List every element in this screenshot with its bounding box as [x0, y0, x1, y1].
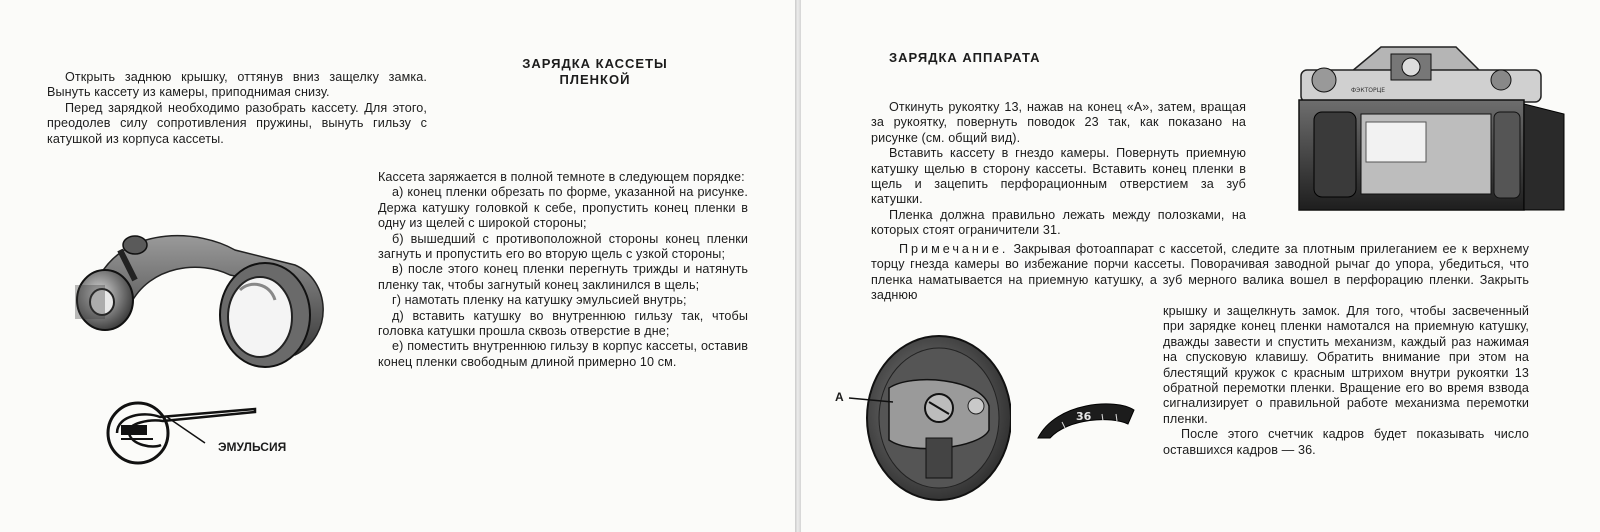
title-line-2: ПЛЕНКОЙ	[559, 72, 631, 87]
left-page	[0, 0, 795, 532]
paragraph-counter: После этого счетчик кадров будет показывать число оставшихся кадров — 36.	[1163, 427, 1529, 457]
note-text-wide: Закрывая фотоаппарат с кассетой, следите за плотным прилеганием ее к верхнему торцу гнезда камеры во избежание порчи кассеты. Поворачивая заводной рычаг до упора, убедиться, что пленка наматывается на приемную катушку, а зуб мерного валика вошел в перфорацию пленки. Закрыть заднюю	[871, 242, 1529, 303]
step-item: а) конец пленки обрезать по форме, указанной на рисунке. Держа катушку головкой к себе, пропустить конец пленки в одну из щелей с широкой стороны;	[378, 185, 748, 231]
left-page-title	[500, 56, 690, 88]
frame-counter-illustration	[1036, 392, 1136, 440]
film-spool-illustration	[60, 205, 350, 375]
paragraph-insert-cassette: Вставить кассету в гнездо камеры. Повернуть приемную катушку щелью в сторону кассеты. Вставить конец пленки в щель и зацепить перфорационным отверстием за зуб катушки.	[871, 146, 1246, 207]
paragraph-open-cover: Открыть заднюю крышку, оттянув вниз защелку замка. Вынуть кассету из камеры, приподнимая снизу.	[47, 70, 427, 100]
intro-text-block	[47, 70, 427, 147]
paragraph-film-position: Пленка должна правильно лежать между полозками, на которых стоят ограничители 31.	[871, 207, 1246, 238]
note-narrow-block	[1163, 304, 1529, 458]
loading-steps-block	[378, 170, 748, 370]
paragraph-disassemble: Перед зарядкой необходимо разобрать кассету. Для этого, преодолев силу сопротивления пружины, вынуть гильзу с катушкой из корпуса кассеты.	[47, 100, 427, 146]
step-item: д) вставить катушку во внутреннюю гильзу так, чтобы головка катушки прошла сквозь отверстие в дне;	[378, 308, 748, 339]
step-item: б) вышедший с противоположной стороны конец пленки загнуть и пропустить его во вторую щель с узкой стороны;	[378, 231, 748, 262]
right-page-title: ЗАРЯДКА АППАРАТА	[889, 50, 1041, 65]
camera-back-illustration	[1296, 42, 1566, 214]
camera-loading-block	[871, 100, 1246, 239]
note-label: Примечание.	[899, 242, 1009, 256]
emulsion-diagram	[105, 393, 305, 473]
rewind-knob-illustration	[831, 318, 1011, 528]
step-item: е) поместить внутреннюю гильзу в корпус кассеты, оставив конец пленки свободным длиной примерно 10 см.	[378, 339, 748, 369]
paragraph-handle: Откинуть рукоятку 13, нажав на конец «А», затем, вращая за рукоятку, повернуть поводок 23 так, как показано на рисунке (см. общий вид).	[871, 100, 1246, 145]
knob-label-a: А	[835, 390, 844, 404]
camera-brand-text: ФЭКТОРЦЕ	[1351, 87, 1386, 94]
title-line-1: ЗАРЯДКА КАССЕТЫ	[522, 56, 668, 71]
emulsion-label: ЭМУЛЬСИЯ	[218, 440, 287, 454]
step-item: в) после этого конец пленки перегнуть трижды и натянуть пленку так, чтобы загнутый конец заклинился в щель;	[378, 262, 748, 292]
step-item: г) намотать пленку на катушку эмульсией внутрь;	[392, 293, 687, 308]
steps-intro: Кассета заряжается в полной темноте в следующем порядке:	[378, 170, 745, 184]
counter-number: 36	[1076, 410, 1092, 423]
note-text-narrow: крышку и защелкнуть замок. Для того, чтобы засвеченный при зарядке конец пленки намотался на приемную катушку, дважды завести и спустить механизм, каждый раз нажимая на спусковую клавишу. Обратить внимание при этом на блестящий кружок с красным штрихом внутри рукоятки 13 обратной перемотки пленки. Вращение его во время взвода сигнализирует о правильной работе механизма перемотки пленки.	[1163, 304, 1529, 426]
note-wide-block	[871, 242, 1529, 304]
right-page	[801, 0, 1600, 532]
